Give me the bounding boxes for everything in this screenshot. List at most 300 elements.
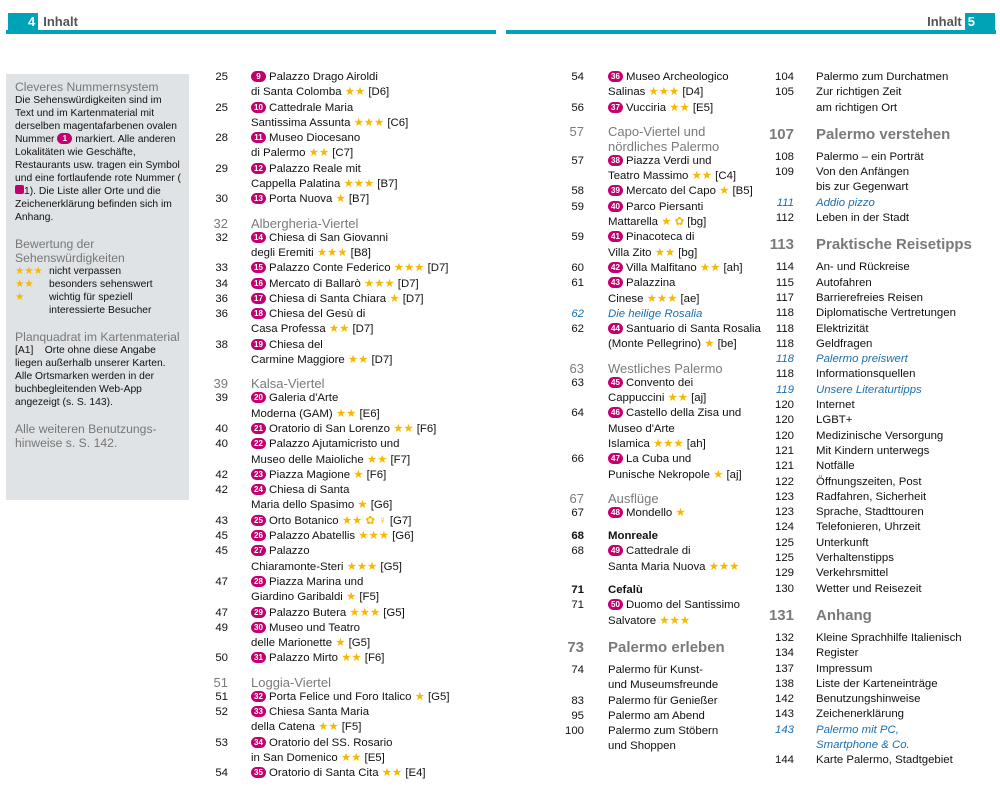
entry-title: Capo-Viertel und [608,123,706,139]
toc-entry [766,165,996,180]
entry-title: Sprache, Stadttouren [816,506,924,519]
star-rating-icon: ★★★ [393,262,425,275]
entry-title: bis zur Gegenwart [816,181,909,194]
toc-column-3 [766,70,996,769]
toc-entry [548,739,763,754]
toc-entry [548,678,763,693]
page-number: 63 [571,376,584,389]
page-number: 56 [571,101,584,114]
entry-title: Santissima Assunta [251,116,351,129]
entry-title: Duomo del Santissimo [626,599,740,612]
page-number: 124 [774,521,794,534]
sight-number-badge: 36 [608,71,623,82]
entry-title: Pinacoteca di [626,231,695,244]
toc-entry [200,338,500,353]
toc-entry [766,352,996,367]
toc-entry [548,406,763,421]
chapter-heading [766,126,996,144]
grid-reference: [E4] [405,767,426,780]
page-number: 54 [571,71,584,83]
toc-entry [548,101,763,116]
star-rating-icon: ★★★ [316,246,348,259]
sight-number-badge: 25 [251,515,266,526]
page-number: 63 [569,360,584,376]
entry-title: Palermo für Kunst- [608,663,703,676]
entry-title: Ausflüge [608,490,659,506]
page-number: 118 [775,307,794,320]
toc-entry [548,391,763,406]
entry-title: Barrierefreies Reisen [816,291,923,304]
page-number: 25 [215,71,228,83]
page-number: 125 [774,536,794,549]
toc-entry [200,246,500,261]
toc-entry [200,514,500,529]
entry-title: Maria dello Spasimo [251,499,355,512]
page-number: 115 [775,276,794,289]
grid-reference: [F6] [366,468,387,481]
entry-title: Santa Maria Nuova [608,560,706,573]
entry-title: Mondello [626,506,673,519]
entry-title: Palermo zum Durchatmen [816,71,949,83]
grid-reference: [F5] [359,591,379,604]
entry-title: am richtigen Ort [816,101,898,114]
left-page-header [8,13,81,30]
entry-title: Unterkunft [816,536,869,549]
entry-title: Chiaramonte-Steri [251,560,344,573]
page-number: 95 [571,709,584,722]
star-rating-icon: ★★ [340,751,362,764]
page-number [548,560,584,575]
star-rating-icon: ★ [414,690,425,703]
toc-entry [200,636,500,651]
grid-reference: [bg] [687,216,707,229]
page-number: 104 [774,71,794,83]
entry-title: Smartphone & Co. [816,738,910,751]
entry-title: Informationsquellen [816,368,916,381]
toc-entry [200,322,500,337]
grid-reference: [B7] [348,193,370,206]
page-number: 112 [775,212,794,225]
toc-entry [200,705,500,720]
grid-reference: [be] [717,338,737,351]
entry-title: Albergheria-Viertel [251,215,359,231]
sight-number-badge: 39 [608,185,623,196]
page-number: 114 [775,261,794,274]
left-page-title: Inhalt [43,14,78,29]
page-number: 120 [774,429,794,442]
toc-entry [548,276,763,291]
entry-title: Medizinische Versorgung [816,429,944,442]
grid-reference: [G6] [392,530,414,543]
star-rating-icon: ★★ [328,323,350,336]
page-number: 47 [215,575,228,588]
entry-title: Cappella Palatina [251,178,341,191]
star-rating-icon: ★★ ✿ ♀ [341,514,387,527]
sight-number-badge: 11 [251,132,266,143]
toc-entry [766,723,996,738]
entry-title: Galeria d'Arte [269,392,339,405]
page-number [548,292,584,307]
star-rating-icon: ★★★ [353,116,385,129]
star-rating-icon: ★★ [344,86,366,99]
toc-entry [766,429,996,444]
page-number: 100 [564,725,584,738]
sight-number-badge: 47 [608,453,623,464]
page-number [200,177,228,192]
entry-title: (Monte Pellegrino) [608,338,702,351]
sight-number-badge: 28 [251,576,266,587]
chapter-heading [766,236,996,254]
entry-title: Register [816,647,859,660]
page-number [200,590,228,605]
sight-number-badge: 14 [251,232,266,243]
page-number [200,560,228,575]
page-number [200,246,228,261]
toc-entry [548,560,763,575]
page-number [766,180,794,195]
entry-title: Unsere Literaturtipps [816,383,922,396]
right-header-rule [506,30,996,34]
toc-entry [200,766,500,781]
toc-entry [200,736,500,751]
toc-entry [548,154,763,169]
entry-title: Zeichenerklärung [816,708,905,721]
toc-entry [766,551,996,566]
entry-title: Cefalù [608,584,643,597]
entry-title: Anhang [816,606,872,624]
toc-entry [200,116,500,131]
entry-title: Die heilige Rosalia [608,307,703,320]
toc-entry [548,663,763,678]
page-number: 117 [775,291,794,304]
page-number: 39 [213,376,228,392]
page-number: 29 [215,162,228,175]
page-number: 30 [215,193,228,206]
rating-row: ★ wichtig für speziell interessierte Besucher [15,292,152,316]
page-number [548,391,584,406]
toc-entry [548,452,763,467]
sight-number-badge: 15 [251,262,266,273]
entry-title: Praktische Reisetipps [816,236,972,254]
toc-entry [548,614,763,629]
page-number: 40 [215,422,228,435]
sight-number-badge: 18 [251,308,266,319]
entry-title: Palazzo Mirto [269,652,339,665]
toc-entry [766,582,996,597]
grid-reference: [G6] [370,499,393,512]
toc-entry [200,292,500,307]
sight-number-badge: 30 [251,622,266,633]
star-rating-icon: ★★ [381,767,403,780]
entry-title: Palazzo Butera [269,606,347,619]
page-number: 108 [774,150,794,163]
toc-entry [200,751,500,766]
sight-number-badge: 44 [608,323,623,334]
entry-title: Mercato del Capo [626,185,716,198]
entry-title: Palazzina [626,277,676,290]
grid-square-title: Planquadrat im Kartenmaterial [15,330,180,344]
entry-title: Elektrizität [816,322,869,335]
grid-reference: [C7] [332,147,354,160]
page-number: 50 [215,652,228,665]
entry-title: Salvatore [608,614,657,627]
entry-title: Verkehrsmittel [816,567,889,580]
toc-entry [200,560,500,575]
page-number: 47 [215,606,228,619]
toc-column-1 [200,70,500,781]
entry-title: Karte Palermo, Stadtgebiet [816,754,953,767]
toc-entry [766,566,996,581]
section-heading [548,361,763,376]
toc-entry [766,413,996,428]
entry-title: Museo delle Maioliche [251,453,364,466]
page-number: 111 [776,196,794,209]
grid-reference: [bg] [678,246,698,259]
toc-entry [766,444,996,459]
page-number [200,498,228,513]
toc-entry [200,407,500,422]
entry-title: Palermo erleben [608,638,725,656]
entry-title: Palazzo Ajutamicristo und [269,438,400,451]
page-number: 123 [774,506,794,519]
entry-title: delle Marionette [251,637,333,650]
toc-entry [548,376,763,391]
entry-title: Chiesa di San Giovanni [269,231,389,244]
right-page-header [924,13,995,30]
toc-entry [766,505,996,520]
page-number [200,353,228,368]
toc-entry [766,398,996,413]
page-number [200,453,228,468]
toc-entry [548,694,763,709]
sight-number-badge: 19 [251,339,266,350]
toc-entry [548,70,763,85]
grid-reference: [D7] [402,292,424,305]
page-number: 67 [569,490,584,506]
page-number: 121 [774,444,794,457]
page-number: 62 [571,307,584,320]
toc-entry [548,200,763,215]
toc-entry [766,520,996,535]
entry-title: Telefonieren, Uhrzeit [816,521,921,534]
section-heading [548,124,763,139]
star-rating-icon: ★ [704,338,715,351]
entry-title: Monreale [608,530,659,543]
entry-title: Palermo – ein Porträt [816,150,924,163]
page-number: 53 [215,736,228,749]
grid-reference: [ah] [686,437,706,450]
page-number: 123 [774,490,794,503]
page-number: 118 [775,322,794,335]
grid-reference: [G5] [428,690,450,703]
toc-entry [548,307,763,322]
sight-number-badge: 31 [251,652,266,663]
grid-reference: [D7] [397,277,419,290]
page-number: 45 [215,530,228,543]
page-number: 74 [571,663,584,676]
grid-reference: [aj] [726,468,742,481]
toc-entry [548,529,763,544]
toc-entry [766,367,996,382]
entry-title: Addio pizzo [816,196,875,209]
page-number [200,146,228,161]
star-rating-icon: ★ ✿ [661,216,685,229]
entry-title: Öffnungszeiten, Post [816,475,922,488]
toc-entry [548,246,763,261]
sight-number-badge: 13 [251,193,266,204]
grid-reference: [D6] [368,86,390,99]
entry-title: nördliches Palermo [608,138,720,154]
toc-entry [200,690,500,705]
star-rating-icon: ★ [345,591,357,604]
page-number [548,614,584,629]
toc-entry [766,70,996,85]
page-number: 67 [571,506,584,519]
page-number: 118 [775,368,794,381]
page-number [200,322,228,337]
entry-title: Teatro Massimo [608,170,689,183]
grid-reference: [aj] [691,392,707,405]
star-rating-icon: ★★★ [358,530,389,543]
star-rating-icon: ★ [357,499,368,512]
entry-title: di Palermo [251,147,306,160]
toc-entry [548,709,763,724]
grid-reference: [G5] [380,560,402,573]
toc-entry [548,184,763,199]
entry-title: Zur richtigen Zeit [816,86,902,99]
toc-entry [200,177,500,192]
entry-title: Palermo mit PC, [816,723,899,736]
star-rating-icon: ★★ [691,170,712,183]
toc-entry [200,720,500,735]
right-page-number: 5 [965,13,995,30]
sight-number-badge: 16 [251,278,266,289]
page-number: 138 [774,677,794,690]
entry-title: Chiesa di Santa Chiara [269,292,387,305]
page-number: 57 [571,154,584,167]
grid-reference: [B8] [350,246,371,259]
sight-number-badge: 9 [251,71,266,82]
grid-reference: [C6] [387,116,409,129]
entry-title: Convento dei [626,376,694,389]
entry-title: Westliches Palermo [608,360,723,376]
toc-entry [200,529,500,544]
page-number: 109 [774,166,794,179]
entry-title: della Catena [251,721,315,734]
sight-number-badge: 12 [251,163,266,174]
usage-info-box [6,74,189,500]
rating-row: ★★ besonders sehenswert [15,279,153,290]
grid-square-text: [A1] Orte ohne diese Angabe liegen außerhalb unserer Karten. Alle Ortsmarken werden in der buchbegleitenden Web-App angezeigt (s. S. 143). [15,345,168,408]
page-number: 52 [215,705,228,718]
spacer [548,521,763,529]
page-number: 71 [571,599,584,612]
page-number: 83 [571,694,584,707]
page-number: 130 [774,582,794,595]
sight-number-badge: 42 [608,262,623,273]
star-rating-icon: ★ [675,506,686,519]
page-number: 143 [774,708,794,721]
page-number: 59 [571,231,584,244]
sight-number-badge: 35 [251,767,266,778]
toc-entry [548,583,763,598]
toc-entry [200,468,500,483]
sight-number-badge: 27 [251,545,266,556]
entry-title: Parco Piersanti [626,200,704,213]
numbering-system-text: Die Sehenswürdigkeiten sind im Text und im Kartenmaterial mit derselben magentafarbenen ovalen Nummer 1 markiert. Alle anderen Lokalitäten wie Geschäfte, Restaurants usw. tragen ein Symbol und eine fortlaufende rote Nummer (1). Die Liste aller Orte und die Zeichenerklärung befinden sich im Anhang. [15,95,181,223]
page-number: 113 [769,236,794,254]
toc-entry [548,468,763,483]
sight-number-badge: 21 [251,423,266,434]
toc-entry [766,707,996,722]
toc-entry [766,490,996,505]
entry-title: Palermo verstehen [816,125,951,143]
page-number: 43 [215,514,228,527]
entry-title: Cinese [608,292,644,305]
page-number: 36 [215,308,228,321]
page-number: 45 [215,545,228,558]
page-number: 66 [571,453,584,466]
toc-entry [200,651,500,666]
section-heading [200,376,500,391]
toc-entry [766,291,996,306]
entry-title: Cappuccini [608,392,665,405]
sight-number-badge: 43 [608,277,623,288]
entry-title: Mit Kindern unterwegs [816,444,930,457]
toc-entry [766,337,996,352]
sight-number-badge: 22 [251,438,266,449]
page-number: 42 [215,468,228,481]
sight-number-badge: 24 [251,484,266,495]
toc-entry [548,506,763,521]
entry-title: Giardino Garibaldi [251,591,343,604]
entry-title: Cattedrale Maria [269,101,354,114]
toc-entry [766,196,996,211]
page-number: 119 [775,383,794,396]
star-rating-icon: ★★ [699,261,721,274]
toc-entry [766,677,996,692]
entry-title: Palazzo [269,545,310,558]
star-rating-icon: ★★ [347,354,369,367]
page-number [548,337,584,352]
rating-title: Bewertung der Sehenswürdigkeiten [15,237,125,265]
entry-title: La Cuba und [626,453,692,466]
page-number [548,739,584,754]
entry-title: Oratorio di Santa Cita [269,767,379,780]
entry-title: Palermo am Abend [608,709,705,722]
toc-entry [548,437,763,452]
entry-title: Diplomatische Vertretungen [816,307,956,320]
entry-title: Chiesa del Gesù di [269,308,366,321]
grid-reference: [D7] [427,262,449,275]
page-number [548,169,584,184]
page-number [548,468,584,483]
red-symbol-icon [15,185,24,194]
toc-entry [200,70,500,85]
star-rating-icon: ★★ [335,407,357,420]
star-rating-icon: ★ [335,637,346,650]
sight-number-badge: 33 [251,706,266,717]
entry-title: Verhaltenstipps [816,552,894,565]
sight-number-badge: 46 [608,407,623,418]
entry-title: Mattarella [608,216,659,229]
toc-entry [200,483,500,498]
entry-title: Santuario di Santa Rosalia [626,323,761,336]
toc-entry [200,131,500,146]
page-number: 39 [215,392,228,405]
page-number: 58 [571,185,584,198]
page-number: 71 [571,584,584,597]
